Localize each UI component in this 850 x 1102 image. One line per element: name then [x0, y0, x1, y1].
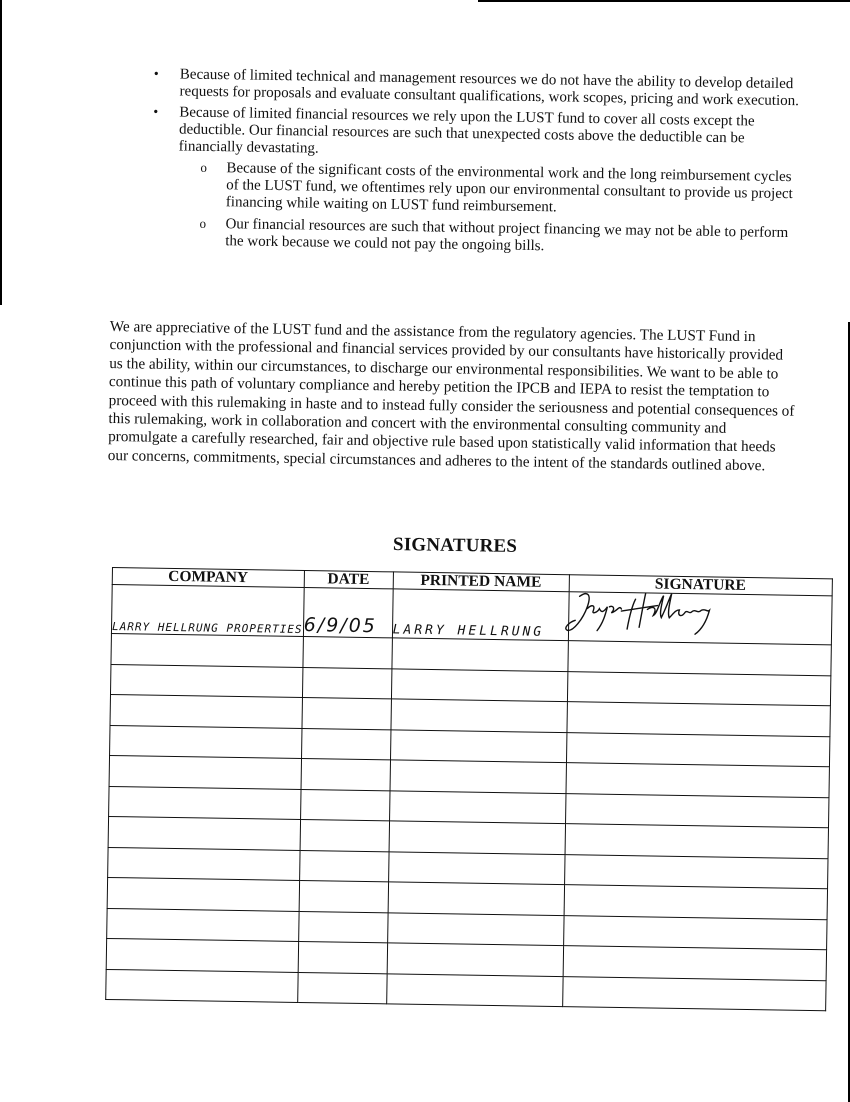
company-cell: [106, 969, 298, 1003]
date-cell: [301, 728, 390, 760]
signature-cell: [565, 793, 828, 828]
date-cell: [299, 880, 388, 912]
date-cell: [302, 667, 391, 699]
company-cell: [107, 908, 299, 942]
signature-column-header: SIGNATURE: [569, 575, 832, 596]
signature-cell: [563, 915, 826, 950]
printed-name-column-header: PRINTED NAME: [393, 572, 569, 592]
signature-cell: [566, 763, 829, 798]
company-cell: [110, 725, 302, 759]
bullet-item: [149, 104, 800, 165]
date-cell: [297, 972, 386, 1004]
signature-cell: [564, 854, 827, 889]
handwritten-signature-image: [560, 586, 751, 643]
signature-cell: [564, 885, 827, 920]
sub-bullet-text: Because of the significant costs of the environmental work and the long reimbursement cycles of the LUST fund, we oftentimes rely upon our environmental consultant to provide us project financing while waiting on LUST fund reimbursement.: [225, 160, 793, 216]
bullet-item: [149, 66, 799, 110]
company-cell: [107, 877, 299, 911]
bullet-text: Because of limited technical and management resources we do not have the ability to develop detailed requests for proposals and evaluate consultant qualifications, work scopes, pricing and work execution.: [179, 66, 800, 110]
printed-name-cell: [387, 943, 563, 976]
signature-cell: [567, 641, 830, 676]
bullet-text: Because of limited financial resources we rely upon the LUST fund to cover all costs except the deductible. Our financial resources are such that unexpected costs above the deductible can be financially devastating.: [178, 104, 755, 157]
date-cell: [302, 698, 391, 730]
date-cell: [298, 911, 387, 943]
printed-name-cell: [392, 638, 568, 671]
date-column-header: DATE: [304, 571, 393, 589]
printed-name-cell: [388, 882, 564, 915]
company-cell: [108, 847, 300, 881]
printed-name-cell: [390, 760, 566, 793]
date-cell: [300, 819, 389, 851]
signature-cell: [562, 976, 825, 1011]
sub-bullet-text: Our financial resources are such that without project financing we may not be able to perform the work because we could not pay the ongoing bills.: [225, 216, 789, 255]
date-cell: [301, 758, 390, 790]
date-cell: [299, 850, 388, 882]
signature-cell: [567, 702, 830, 737]
printed-name-cell: [391, 699, 567, 732]
company-cell: [109, 786, 301, 820]
signatures-title: SIGNATURES: [392, 534, 518, 557]
company-cell: [106, 938, 298, 972]
signature-cell: [568, 592, 832, 645]
signature-cell: [565, 824, 828, 859]
bullet-list: [147, 66, 800, 264]
hollow-circle-bullet-icon: o: [199, 215, 207, 231]
printed-name-cell: [391, 668, 567, 701]
printed-name-cell: LARRY HELLRUNG: [392, 589, 569, 641]
bullet-dot-icon: •: [153, 67, 159, 83]
signature-cell: [566, 732, 829, 767]
signature-cell: [563, 946, 826, 981]
bullet-dot-icon: •: [153, 105, 159, 121]
company-column-header: COMPANY: [112, 568, 304, 588]
company-cell: LARRY HELLRUNG PROPERTIES: [111, 585, 303, 637]
company-cell: [110, 694, 302, 728]
date-cell: [300, 789, 389, 821]
sub-bullet-item: [147, 215, 797, 259]
printed-name-cell: [387, 912, 563, 945]
appreciation-paragraph: We are appreciative of the LUST fund and the assistance from the regulatory agencies. The LUST Fund in conjunction with the professional and financial services provided by our consultants have historically provided us the ability, within our circumstances, to discharge our environmental responsibilities. We want to be able to continue this path of voluntary compliance and hereby petition the IPCB and IEPA to resist the temptation to proceed with this rulemaking in haste and to instead fully consider the seriousness and potential consequences of this rulemaking, work in collaboration and concert with the environmental consulting community and promulgate a carefully researched, fair and objective rule based upon statistically valid information that heeds our concerns, commitments, special circumstances and adheres to the intent of the standards outlined above.: [107, 318, 795, 475]
company-cell: [111, 633, 303, 667]
printed-name-cell: [388, 851, 564, 884]
printed-name-cell: [386, 973, 562, 1006]
printed-name-cell: [390, 729, 566, 762]
company-cell: [108, 816, 300, 850]
signature-cell: [567, 671, 830, 706]
date-cell: 6/9/05: [303, 588, 393, 638]
company-cell: [110, 664, 302, 698]
signature-table: [105, 567, 832, 1011]
sub-bullet-item: [148, 159, 799, 220]
company-cell: [109, 755, 301, 789]
printed-name-cell: [389, 821, 565, 854]
date-cell: [303, 637, 392, 669]
printed-name-cell: [389, 790, 565, 823]
hollow-circle-bullet-icon: o: [200, 159, 208, 175]
date-cell: [298, 941, 387, 973]
